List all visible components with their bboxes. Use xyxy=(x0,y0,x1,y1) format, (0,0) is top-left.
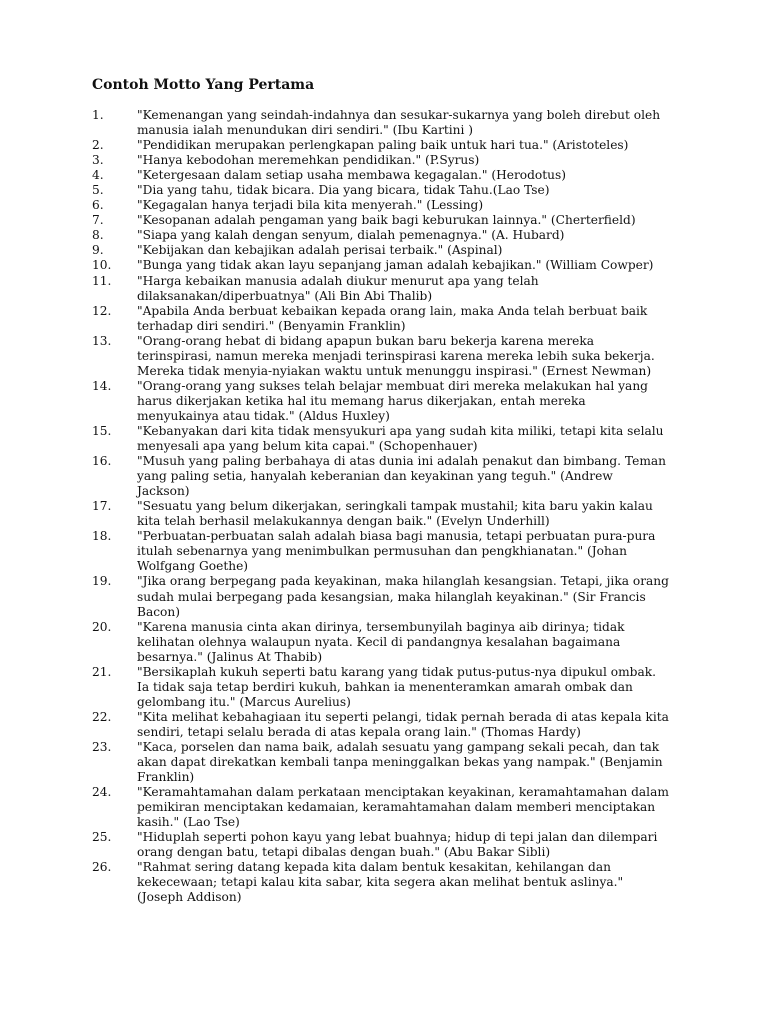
list-item xyxy=(0,228,669,243)
list-item xyxy=(0,424,669,454)
item-number: 23. xyxy=(92,739,112,754)
item-number: 15. xyxy=(92,423,112,438)
motto-quote: "Kaca, porselen dan nama baik, adalah sesuatu yang gampang sekali pecah, dan tak akan dapat direkatkan kembali tanpa meninggalkan bekas yang nampak." (Benjamin Franklin) xyxy=(137,739,663,785)
motto-quote: "Kebanyakan dari kita tidak mensyukuri apa yang sudah kita miliki, tetapi kita selalu menyesali apa yang belum kita capai." (Schopenhauer) xyxy=(137,423,664,454)
motto-quote: "Kesopanan adalah pengaman yang baik bagi keburukan lainnya." (Cherterfield) xyxy=(137,213,636,228)
motto-quote: "Sesuatu yang belum dikerjakan, seringkali tampak mustahil; kita baru yakin kalau kita telah berhasil melakukannya dengan baik." (Evelyn Underhill) xyxy=(137,499,653,529)
list-item xyxy=(0,454,669,499)
list-item xyxy=(0,620,669,665)
item-number: 1. xyxy=(92,108,104,122)
item-number: 5. xyxy=(92,183,104,198)
list-item xyxy=(0,499,669,529)
motto-quote: "Kita melihat kebahagiaan itu seperti pelangi, tidak pernah berada di atas kepala kita sendiri, tetapi selalu berada di atas kepala orang lain." (Thomas Hardy) xyxy=(137,709,669,739)
motto-quote: "Bersikaplah kukuh seperti batu karang yang tidak putus-putus-nya dipukul ombak. Ia tidak saja tetap berdiri kukuh, bahkan ia menenteramkan amarah ombak dan gelombang itu." (Marcus Aurelius) xyxy=(137,664,657,709)
motto-quote: "Kegagalan hanya terjadi bila kita menyerah." (Lessing) xyxy=(137,198,484,213)
item-number: 13. xyxy=(92,333,112,348)
list-item xyxy=(0,665,669,710)
item-number: 9. xyxy=(92,243,104,258)
motto-quote: "Dia yang tahu, tidak bicara. Dia yang bicara, tidak Tahu.(Lao Tse) xyxy=(137,183,550,198)
item-number: 22. xyxy=(92,709,112,724)
list-item xyxy=(0,168,669,183)
list-item xyxy=(0,304,669,334)
motto-quote: "Kebijakan dan kebajikan adalah perisai terbaik." (Aspinal) xyxy=(137,243,503,258)
list-item xyxy=(0,785,669,830)
list-item xyxy=(0,138,669,153)
list-item xyxy=(0,740,669,785)
item-number: 21. xyxy=(92,664,112,679)
motto-quote: "Ketergesaan dalam setiap usaha membawa kegagalan." (Herodotus) xyxy=(137,168,567,183)
item-number: 11. xyxy=(92,273,112,288)
list-item xyxy=(0,183,669,198)
list-item xyxy=(0,830,669,860)
motto-quote: "Harga kebaikan manusia adalah diukur menurut apa yang telah dilaksanakan/diperbuatnya" (Ali Bin Abi Thalib) xyxy=(137,273,539,303)
item-number: 8. xyxy=(92,228,104,243)
motto-quote: "Kemenangan yang seindah-indahnya dan sesukar-sukarnya yang boleh direbut oleh manusia ialah menundukan diri sendiri." (Ibu Kartini ) xyxy=(137,108,661,138)
item-number: 4. xyxy=(92,168,104,183)
motto-quote: "Perbuatan-perbuatan salah adalah biasa bagi manusia, tetapi perbuatan pura-pura itulah sebenarnya yang menimbulkan permusuhan dan pengkhianatan." (Johan Wolfgang Goethe) xyxy=(137,529,656,574)
list-item xyxy=(0,529,669,574)
list-item xyxy=(0,379,669,424)
motto-quote: "Rahmat sering datang kepada kita dalam bentuk kesakitan, kehilangan dan kekecewaan; tetapi kalau kita sabar, kita segera akan melihat bentuk aslinya." (Joseph Addison) xyxy=(137,860,624,905)
motto-quote: "Pendidikan merupakan perlengkapan paling baik untuk hari tua." (Aristoteles) xyxy=(137,138,629,153)
list-item xyxy=(0,710,669,740)
item-number: 2. xyxy=(92,138,104,153)
list-item xyxy=(0,860,669,905)
item-number: 16. xyxy=(92,454,112,469)
list-item xyxy=(0,108,669,138)
list-item xyxy=(0,243,669,258)
item-number: 3. xyxy=(92,153,104,168)
item-number: 14. xyxy=(92,378,112,393)
motto-quote: "Siapa yang kalah dengan senyum, dialah pemenagnya." (A. Hubard) xyxy=(137,228,565,243)
list-item xyxy=(0,258,669,273)
list-item xyxy=(0,574,669,619)
motto-quote: "Musuh yang paling berbahaya di atas dunia ini adalah penakut dan bimbang. Teman yang paling setia, hanyalah keberanian dan keyakinan yang teguh." (Andrew Jackson) xyxy=(137,454,667,499)
item-number: 17. xyxy=(92,499,112,514)
motto-quote: "Bunga yang tidak akan layu sepanjang jaman adalah kebajikan." (William Cowper) xyxy=(137,258,654,273)
motto-quote: "Hanya kebodohan meremehkan pendidikan." (P.Syrus) xyxy=(137,153,480,168)
list-item xyxy=(0,153,669,168)
item-number: 20. xyxy=(92,619,112,634)
item-number: 10. xyxy=(92,258,112,273)
item-number: 6. xyxy=(92,198,104,213)
item-number: 19. xyxy=(92,574,112,589)
item-number: 12. xyxy=(92,303,112,318)
item-number: 24. xyxy=(92,785,112,800)
list-item xyxy=(0,198,669,213)
document-title: Contoh Motto Yang Pertama xyxy=(92,77,315,93)
motto-quote: "Jika orang berpegang pada keyakinan, maka hilanglah kesangsian. Tetapi, jika orang sudah mulai berpegang pada kesangsian, maka hilanglah keyakinan." (Sir Francis Bacon) xyxy=(137,574,669,619)
motto-quote: "Hiduplah seperti pohon kayu yang lebat buahnya; hidup di tepi jalan dan dilempari orang dengan batu, tetapi dibalas dengan buah." (Abu Bakar Sibli) xyxy=(137,830,658,860)
motto-quote: "Orang-orang hebat di bidang apapun bukan baru bekerja karena mereka terinspirasi, namun mereka menjadi terinspirasi karena mereka lebih suka bekerja. Mereka tidak menyia-nyiakan waktu untuk menunggu inspirasi." (Ernest Newman) xyxy=(137,333,655,378)
item-number: 7. xyxy=(92,213,104,228)
motto-quote: "Orang-orang yang sukses telah belajar membuat diri mereka melakukan hal yang harus dikerjakan ketika hal itu memang harus dikerjakan, entah mereka menyukainya atau tidak." (Aldus Huxley) xyxy=(137,378,648,423)
item-number: 25. xyxy=(92,830,112,845)
motto-list xyxy=(0,108,768,905)
motto-quote: "Keramahtamahan dalam perkataan menciptakan keyakinan, keramahtamahan dalam pemikiran menciptakan kedamaian, keramahtamahan dalam memberi menciptakan kasih." (Lao Tse) xyxy=(137,785,669,830)
motto-quote: "Apabila Anda berbuat kebaikan kepada orang lain, maka Anda telah berbuat baik terhadap diri sendiri." (Benyamin Franklin) xyxy=(137,303,648,333)
list-item xyxy=(0,334,669,379)
item-number: 18. xyxy=(92,529,112,544)
list-item xyxy=(0,274,669,304)
item-number: 26. xyxy=(92,860,112,875)
motto-quote: "Karena manusia cinta akan dirinya, tersembunyilah baginya aib dirinya; tidak kelihatan olehnya walaupun nyata. Kecil di pandangnya kesalahan bagaimana besarnya." (Jalinus At Thabib) xyxy=(137,619,625,664)
list-item xyxy=(0,213,669,228)
